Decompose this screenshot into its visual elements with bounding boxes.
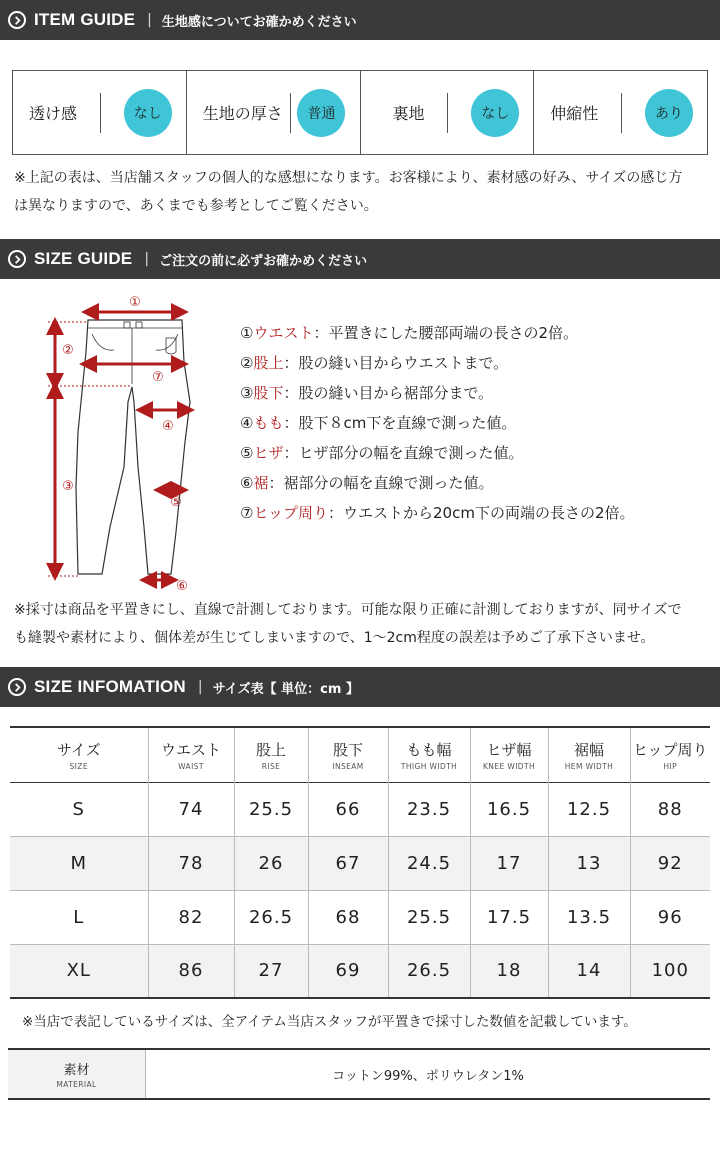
guide-label: 透け感 <box>29 104 78 123</box>
material-value: コットン99%、ポリウレタン1% <box>332 1068 524 1084</box>
size-guide-title: SIZE GUIDE <box>34 249 133 268</box>
header-hem: 裾幅 HEM WIDTH <box>548 727 630 782</box>
item-guide-subtitle: 生地感についてお確かめください <box>161 14 357 30</box>
table-row: L 82 26.5 68 25.5 17.5 13.5 96 <box>10 890 710 944</box>
marker-6: ⑥ <box>176 579 188 592</box>
size-info-title: SIZE INFOMATION <box>34 677 186 696</box>
marker-3: ③ <box>62 479 74 494</box>
size-guide-subtitle: ご注文の前に必ずお確かめください <box>159 253 368 269</box>
marker-4: ④ <box>162 419 174 434</box>
header-rise: 股上 RISE <box>234 727 308 782</box>
marker-2: ② <box>62 343 74 358</box>
size-info-header: SIZE INFOMATION | サイズ表【 単位：cm 】 <box>0 667 720 707</box>
material-row <box>8 1048 710 1100</box>
guide-badge: あり <box>645 89 693 137</box>
guide-badge: なし <box>471 89 519 137</box>
guide-label: 伸縮性 <box>550 104 599 123</box>
pants-diagram <box>40 292 220 592</box>
definition-hip: ⑦ヒップ周り：ウエストから20cm下の両端の長さの2倍。 <box>240 504 635 522</box>
size-guide-note: ※採寸は商品を平置きにし、直線で計測しております。可能な限り正確に計測しておりますが、同サイズで も縫製や素材により、個体差が生じてしまいますので、1〜2cm程度の誤差は予めご了承下さいませ。 <box>14 602 682 646</box>
pants-outline <box>76 320 190 574</box>
header-thigh: もも幅 THIGH WIDTH <box>388 727 470 782</box>
guide-badge: 普通 <box>297 89 345 137</box>
size-guide-header: SIZE GUIDE | ご注文の前に必ずお確かめください <box>0 239 720 279</box>
definition-hem: ⑥裾：裾部分の幅を直線で測った値。 <box>240 474 494 492</box>
guide-cell-stretch <box>534 71 707 154</box>
table-row: XL 86 27 69 26.5 18 14 100 <box>10 944 710 998</box>
chevron-right-icon <box>8 250 26 268</box>
table-row: M 78 26 67 24.5 17 13 92 <box>10 836 710 890</box>
guide-cell-thickness <box>187 71 361 154</box>
marker-7: ⑦ <box>152 370 164 385</box>
guide-cell-transparency <box>13 71 187 154</box>
size-info-subtitle: サイズ表【 単位：cm 】 <box>212 681 359 697</box>
size-definitions <box>240 318 710 528</box>
definition-thigh: ④もも：股下８cm下を直線で測った値。 <box>240 414 517 432</box>
chevron-right-icon <box>8 678 26 696</box>
definition-inseam: ③股下：股の縫い目から裾部分まで。 <box>240 384 494 402</box>
header-knee: ヒザ幅 KNEE WIDTH <box>470 727 548 782</box>
header-size: サイズ SIZE <box>10 727 148 782</box>
guide-label: 生地の厚さ <box>202 104 283 123</box>
table-row: S 74 25.5 66 23.5 16.5 12.5 88 <box>10 782 710 836</box>
item-guide-note: ※上記の表は、当店舗スタッフの個人的な感想になります。お客様により、素材感の好み、サイズの感じ方 は異なりますので、あくまでも参考としてご覧ください。 <box>14 170 683 214</box>
guide-cell-lining <box>361 71 535 154</box>
definition-rise: ②股上：股の縫い目からウエストまで。 <box>240 354 509 372</box>
guide-badge: なし <box>124 89 172 137</box>
material-header: 素材 MATERIAL <box>8 1050 146 1098</box>
marker-1: ① <box>129 295 141 310</box>
size-info-note: ※当店で表記しているサイズは、全アイテム当店スタッフが平置きで採寸した数値を記載しています。 <box>22 1014 637 1030</box>
guide-label: 裏地 <box>392 104 425 123</box>
item-guide-header: ITEM GUIDE | 生地感についてお確かめください <box>0 0 720 40</box>
marker-5: ⑤ <box>170 495 182 510</box>
definition-knee: ⑤ヒザ：ヒザ部分の幅を直線で測った値。 <box>240 444 524 462</box>
header-hip: ヒップ周り HIP <box>632 740 708 771</box>
header-waist: ウエスト WAIST <box>148 727 234 782</box>
item-guide-table <box>12 70 708 155</box>
definition-waist: ①ウエスト：平置きにした腰部両端の長さの2倍。 <box>240 324 579 342</box>
size-table-header <box>10 727 710 782</box>
header-inseam: 股下 INSEAM <box>308 727 388 782</box>
size-table <box>10 726 710 999</box>
chevron-right-icon <box>8 11 26 29</box>
item-guide-title: ITEM GUIDE <box>34 10 136 29</box>
